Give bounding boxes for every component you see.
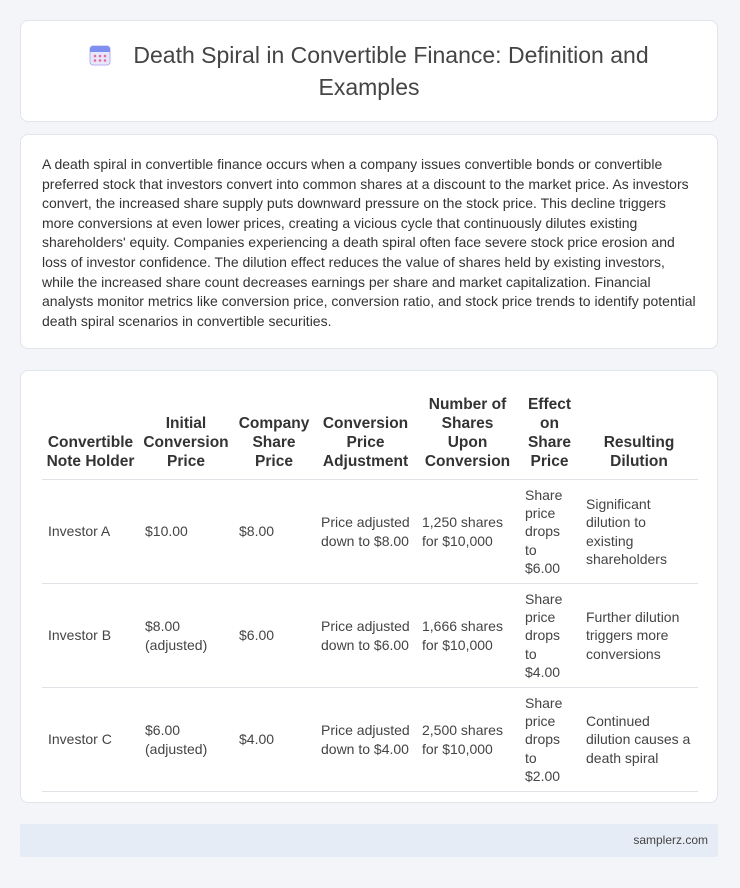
column-header: Resulting Dilution	[580, 387, 698, 480]
dilution-table	[42, 387, 698, 792]
table-cell: 2,500 shares for $10,000	[416, 688, 519, 792]
column-header: Number of Shares Upon Conversion	[416, 387, 519, 480]
table-cell: $10.00	[139, 480, 233, 584]
footer-source-link[interactable]: samplerz.com	[633, 833, 708, 847]
table-cell: Investor B	[42, 584, 139, 688]
intro-paragraph: A death spiral in convertible finance occurs when a company issues convertible bonds or convertible preferred stock that investors convert into common shares at a discount to the market price. As investors convert, the increased share supply puts downward pressure on the stock price. This decline triggers more conversions at even lower prices, creating a vicious cycle that continuously dilutes existing shareholders' equity. Companies experiencing a death spiral often face severe stock price erosion and loss of investor confidence. The dilution effect reduces the value of shares held by existing investors, while the increased share count decreases earnings per share and market capitalization. Financial analysts monitor metrics like conversion price, conversion ratio, and stock price trends to identify potential death spiral scenarios in convertible securities.	[42, 156, 696, 329]
table-cell: Price adjusted down to $4.00	[315, 688, 416, 792]
table-header-row	[42, 387, 698, 480]
column-header: Conversion Price Adjustment	[315, 387, 416, 480]
column-header: Convertible Note Holder	[42, 387, 139, 480]
table-cell: $6.00	[233, 584, 315, 688]
table-card	[20, 370, 718, 803]
table-cell: $4.00	[233, 688, 315, 792]
column-header: Effect on Share Price	[519, 387, 580, 480]
table-cell: Share price drops to $2.00	[519, 688, 580, 792]
table-cell: Price adjusted down to $6.00	[315, 584, 416, 688]
table-cell: Share price drops to $4.00	[519, 584, 580, 688]
table-cell: Significant dilution to existing shareholders	[580, 480, 698, 584]
table-cell: 1,250 shares for $10,000	[416, 480, 519, 584]
table-cell: $8.00	[233, 480, 315, 584]
calendar-icon	[89, 44, 111, 73]
table-row	[42, 480, 698, 584]
column-header: Company Share Price	[233, 387, 315, 480]
column-header: Initial Conversion Price	[139, 387, 233, 480]
table-cell: Investor C	[42, 688, 139, 792]
header-card	[20, 20, 718, 122]
page-title: Death Spiral in Convertible Finance: Definition and Examples	[133, 41, 649, 100]
table-cell: 1,666 shares for $10,000	[416, 584, 519, 688]
table-row	[42, 688, 698, 792]
table-cell: $8.00 (adjusted)	[139, 584, 233, 688]
table-cell: Share price drops to $6.00	[519, 480, 580, 584]
table-cell: Investor A	[42, 480, 139, 584]
table-cell: Continued dilution causes a death spiral	[580, 688, 698, 792]
page-title-wrap	[59, 41, 679, 102]
table-row	[42, 584, 698, 688]
intro-card	[20, 134, 718, 349]
table-cell: Price adjusted down to $8.00	[315, 480, 416, 584]
footer-bar	[20, 824, 718, 857]
table-cell: Further dilution triggers more conversions	[580, 584, 698, 688]
table-cell: $6.00 (adjusted)	[139, 688, 233, 792]
